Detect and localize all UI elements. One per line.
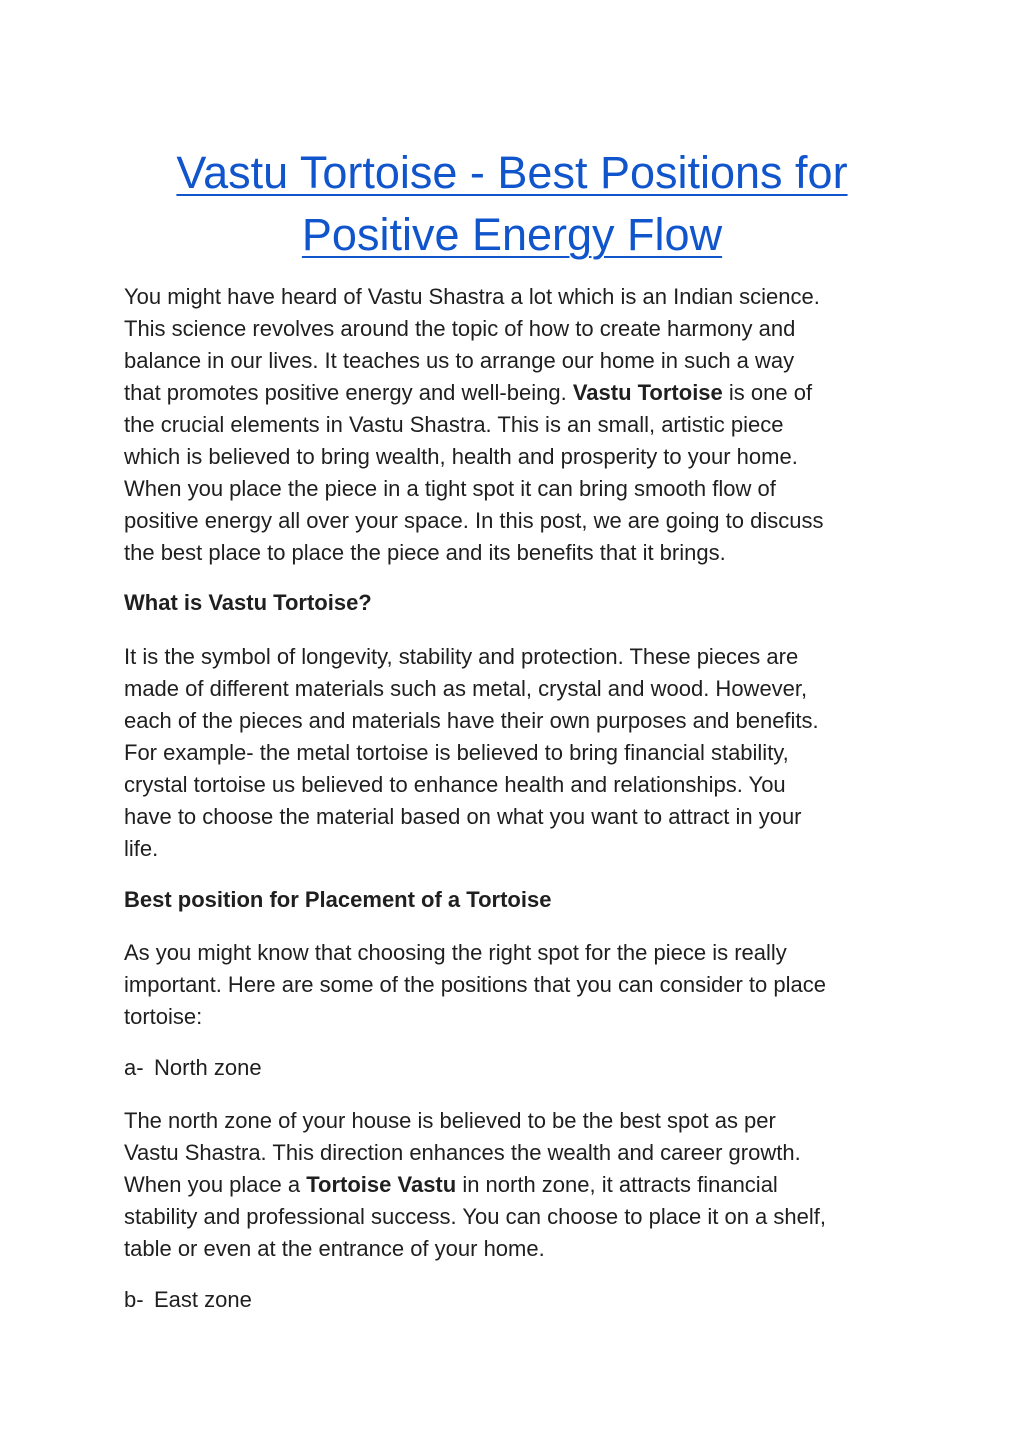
text-line: balance in our lives. It teaches us to arrange our home in such a way xyxy=(124,348,795,373)
text-line: each of the pieces and materials have their own purposes and benefits. xyxy=(124,708,819,733)
text-line: the best place to place the piece and its benefits that it brings. xyxy=(124,540,726,565)
text-line: life. xyxy=(124,836,159,861)
list-item-text: East zone xyxy=(154,1287,252,1312)
text-line: You might have heard of Vastu Shastra a lot which is an Indian science. xyxy=(124,284,820,309)
text-line: positive energy all over your space. In this post, we are going to discuss xyxy=(124,508,824,533)
heading-text: What is Vastu Tortoise? xyxy=(124,590,372,615)
text-line: table or even at the entrance of your home. xyxy=(124,1236,545,1261)
text-line: the crucial elements in Vastu Shastra. This is an small, artistic piece xyxy=(124,412,784,437)
paragraph-what-is xyxy=(124,641,914,865)
text-line: The north zone of your house is believed to be the best spot as per xyxy=(124,1108,776,1133)
text-line: It is the symbol of longevity, stability and protection. These pieces are xyxy=(124,644,799,669)
title-line-2[interactable]: Positive Energy Flow xyxy=(301,209,723,260)
title-line-1[interactable]: Vastu Tortoise - Best Positions for xyxy=(176,147,848,198)
text-line: important. Here are some of the positions that you can consider to place xyxy=(124,972,826,997)
text-line: crystal tortoise us believed to enhance health and relationships. You xyxy=(124,772,786,797)
text-line: have to choose the material based on what you want to attract in your xyxy=(124,804,802,829)
text-line: Vastu Shastra. This direction enhances the wealth and career growth. xyxy=(124,1140,801,1165)
page-title-link[interactable] xyxy=(100,142,924,266)
list-item-north-zone xyxy=(124,1052,914,1084)
text-line xyxy=(124,377,914,409)
text-line xyxy=(124,1169,914,1201)
keyword-tortoise-vastu: Tortoise Vastu xyxy=(306,1172,457,1197)
text-run: is one of xyxy=(722,380,813,405)
list-item-text: North zone xyxy=(154,1055,262,1080)
section-heading-best-position xyxy=(124,884,914,916)
text-line: When you place the piece in a tight spot it can bring smooth flow of xyxy=(124,476,776,501)
text-run: in north zone, it attracts financial xyxy=(456,1172,778,1197)
heading-text: Best position for Placement of a Tortoise xyxy=(124,887,552,912)
intro-paragraph xyxy=(124,281,914,569)
paragraph-north-zone xyxy=(124,1105,914,1265)
list-marker: b- xyxy=(124,1287,144,1312)
text-line: For example- the metal tortoise is believed to bring financial stability, xyxy=(124,740,789,765)
list-marker: a- xyxy=(124,1055,144,1080)
text-line: As you might know that choosing the right spot for the piece is really xyxy=(124,940,787,965)
text-line: made of different materials such as metal, crystal and wood. However, xyxy=(124,676,808,701)
section-heading-what-is xyxy=(124,587,914,619)
text-run: When you place a xyxy=(124,1172,307,1197)
text-line: stability and professional success. You can choose to place it on a shelf, xyxy=(124,1204,826,1229)
paragraph-best-position xyxy=(124,937,914,1033)
text-run: that promotes positive energy and well-being. xyxy=(124,380,573,405)
text-line: which is believed to bring wealth, health and prosperity to your home. xyxy=(124,444,798,469)
list-item-east-zone xyxy=(124,1284,914,1316)
text-line: This science revolves around the topic of how to create harmony and xyxy=(124,316,796,341)
text-line: tortoise: xyxy=(124,1004,203,1029)
keyword-vastu-tortoise: Vastu Tortoise xyxy=(572,380,723,405)
